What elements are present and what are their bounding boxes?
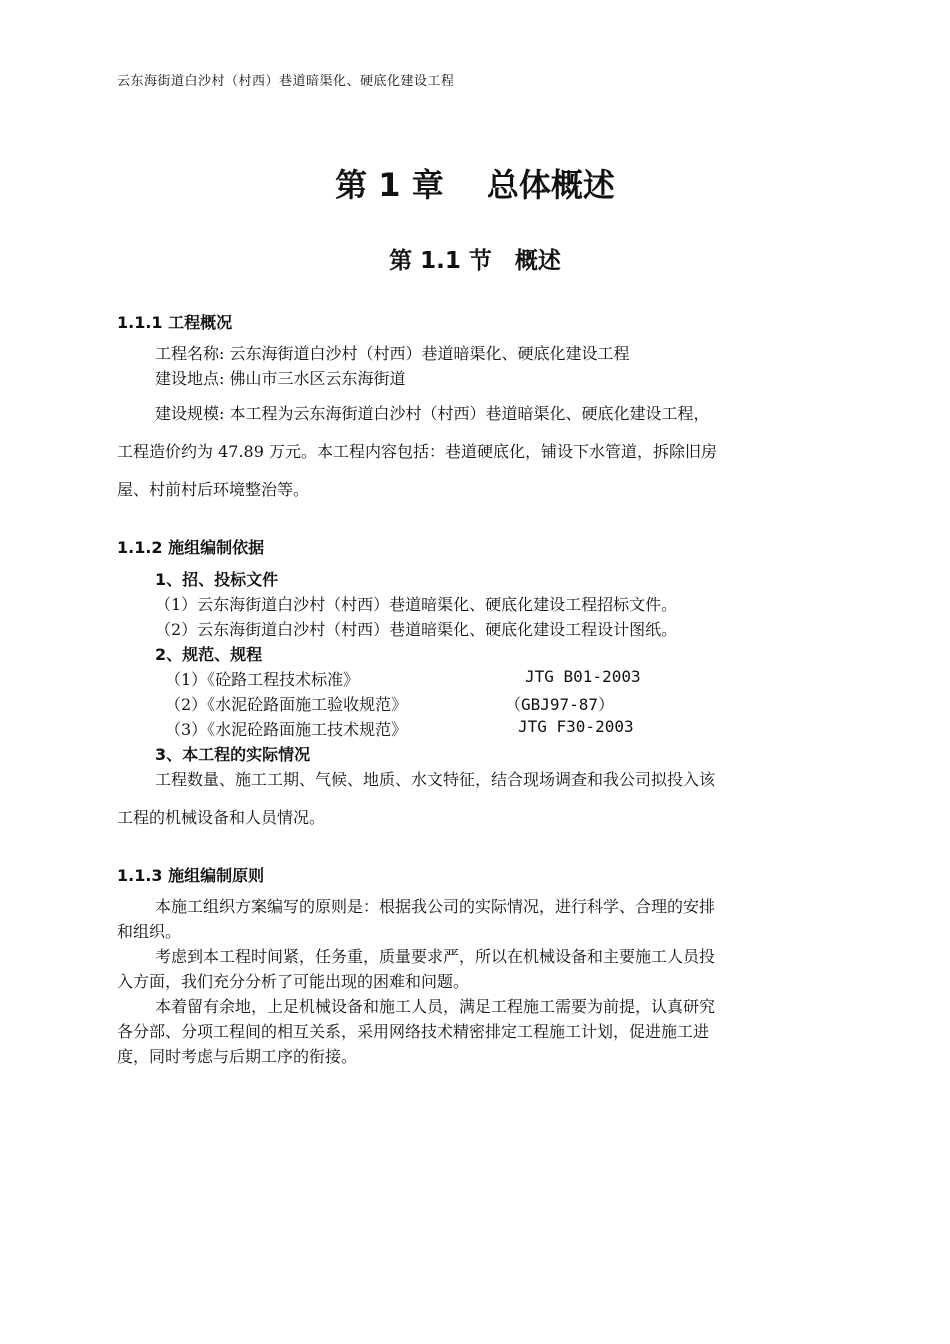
heading-1-1-1: 1.1.1 工程概况 <box>117 313 233 332</box>
principle-p2-line-2: 入方面，我们充分分析了可能出现的困难和问题。 <box>117 972 470 991</box>
basis-item: （2）云东海街道白沙村（村西）巷道暗渠化、硬底化建设工程设计图纸。 <box>155 620 678 639</box>
running-header: 云东海街道白沙村（村西）巷道暗渠化、硬底化建设工程 <box>117 74 455 89</box>
actual-situation-line-1: 工程数量、施工工期、气候、地质、水文特征，结合现场调查和我公司拟投入该 <box>155 770 716 789</box>
standard-code: JTG F30-2003 <box>518 717 634 736</box>
basis-subheading-3: 3、本工程的实际情况 <box>155 745 311 764</box>
principle-p1-line-2: 和组织。 <box>117 922 182 941</box>
standard-title: （2）《水泥砼路面施工验收规范》 <box>165 695 408 714</box>
chapter-title: 第 1 章 总体概述 <box>335 166 615 204</box>
standard-code: JTG B01-2003 <box>525 667 641 686</box>
principle-p1-line-1: 本施工组织方案编写的原则是：根据我公司的实际情况，进行科学、合理的安排 <box>155 897 716 916</box>
principle-p3-line-2: 各分部、分项工程间的相互关系，采用网络技术精密排定工程施工计划，促进施工进 <box>117 1022 710 1041</box>
principle-p2-line-1: 考虑到本工程时间紧，任务重，质量要求严，所以在机械设备和主要施工人员投 <box>155 947 716 966</box>
project-scale-line-1: 建设规模: 本工程为云东海街道白沙村（村西）巷道暗渠化、硬底化建设工程， <box>155 404 710 423</box>
project-location-line: 建设地点: 佛山市三水区云东海街道 <box>155 369 406 388</box>
standard-code: （GBJ97-87） <box>505 695 615 714</box>
project-name-line: 工程名称: 云东海街道白沙村（村西）巷道暗渠化、硬底化建设工程 <box>155 344 630 363</box>
principle-p3-line-1: 本着留有余地，上足机械设备和施工人员，满足工程施工需要为前提，认真研究 <box>155 997 716 1016</box>
principle-p3-line-3: 度，同时考虑与后期工序的衔接。 <box>117 1047 358 1066</box>
project-scale-line-3: 屋、村前村后环境整治等。 <box>117 480 310 499</box>
heading-1-1-3: 1.1.3 施组编制原则 <box>117 866 265 885</box>
standard-title: （1）《砼路工程技术标准》 <box>165 670 360 689</box>
heading-1-1-2: 1.1.2 施组编制依据 <box>117 538 265 557</box>
basis-subheading-2: 2、规范、规程 <box>155 645 263 664</box>
standard-title: （3）《水泥砼路面施工技术规范》 <box>165 720 408 739</box>
section-title: 第 1.1 节 概述 <box>389 248 561 274</box>
basis-subheading-1: 1、招、投标文件 <box>155 570 279 589</box>
project-scale-line-2: 工程造价约为 47.89 万元。本工程内容包括：巷道硬底化，铺设下水管道，拆除旧房 <box>117 442 717 461</box>
basis-item: （1）云东海街道白沙村（村西）巷道暗渠化、硬底化建设工程招标文件。 <box>155 595 678 614</box>
actual-situation-line-2: 工程的机械设备和人员情况。 <box>117 808 326 827</box>
